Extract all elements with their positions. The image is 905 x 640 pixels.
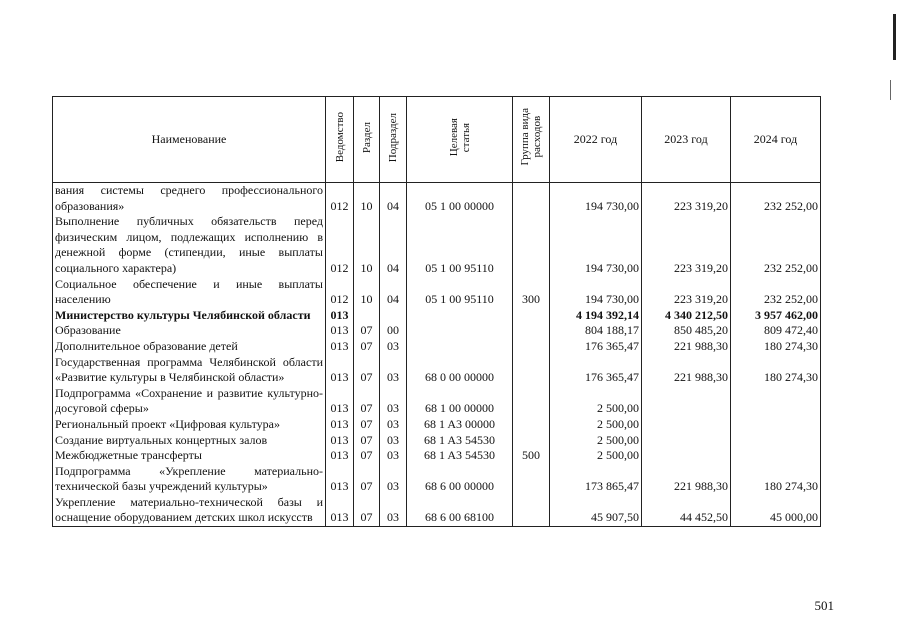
row-department: 013	[326, 433, 354, 449]
row-subsection	[380, 308, 407, 324]
row-target-article: 68 1 A3 54530	[407, 448, 513, 464]
row-value-2023: 850 485,20	[642, 323, 731, 339]
row-target-article	[407, 308, 513, 324]
row-section: 07	[354, 464, 380, 495]
row-section: 10	[354, 214, 380, 276]
header-section: Раздел	[354, 97, 380, 183]
row-subsection: 00	[380, 323, 407, 339]
row-target-article: 68 1 A3 00000	[407, 417, 513, 433]
header-subsection: Подраздел	[380, 97, 407, 183]
row-section: 07	[354, 433, 380, 449]
row-value-2022: 194 730,00	[550, 277, 642, 308]
row-value-2024	[731, 386, 821, 417]
row-target-article: 05 1 00 95110	[407, 277, 513, 308]
header-year-2023: 2023 год	[642, 97, 731, 183]
row-expense-group	[513, 214, 550, 276]
header-year-2024: 2024 год	[731, 97, 821, 183]
table-row	[53, 355, 821, 386]
row-expense-group	[513, 339, 550, 355]
page-number: 501	[814, 598, 834, 613]
row-section: 07	[354, 386, 380, 417]
row-name: Подпрограмма «Укрепление материально-технической базы учреждений культуры»	[53, 464, 326, 495]
table-row	[53, 464, 821, 495]
row-subsection: 04	[380, 183, 407, 215]
header-name: Наименование	[53, 97, 326, 183]
row-expense-group	[513, 323, 550, 339]
row-target-article: 05 1 00 00000	[407, 183, 513, 215]
row-target-article: 68 0 00 00000	[407, 355, 513, 386]
row-department: 013	[326, 386, 354, 417]
table-row	[53, 339, 821, 355]
row-value-2022: 804 188,17	[550, 323, 642, 339]
row-subsection: 03	[380, 386, 407, 417]
row-target-article: 68 6 00 68100	[407, 495, 513, 527]
row-value-2023	[642, 433, 731, 449]
scan-edge-mark	[893, 14, 896, 60]
table-row	[53, 448, 821, 464]
row-value-2023: 44 452,50	[642, 495, 731, 527]
header-target-article: Целевая статья	[407, 97, 513, 183]
table-row	[53, 183, 821, 215]
row-value-2022: 194 730,00	[550, 183, 642, 215]
row-section: 07	[354, 323, 380, 339]
row-value-2023	[642, 417, 731, 433]
row-subsection: 03	[380, 339, 407, 355]
row-value-2022: 2 500,00	[550, 417, 642, 433]
row-name: Подпрограмма «Сохранение и развитие культурно-досуговой сферы»	[53, 386, 326, 417]
row-name: Выполнение публичных обязательств перед физическим лицом, подлежащих исполнению в денежной форме (стипендии, иные выплаты социального характера)	[53, 214, 326, 276]
row-name: Укрепление материально-технической базы и оснащение оборудованием детских школ искусств	[53, 495, 326, 527]
row-value-2024: 180 274,30	[731, 339, 821, 355]
row-subsection: 03	[380, 495, 407, 527]
row-name: Социальное обеспечение и иные выплаты населению	[53, 277, 326, 308]
row-name: Межбюджетные трансферты	[53, 448, 326, 464]
row-value-2024: 232 252,00	[731, 183, 821, 215]
table-header-row	[53, 97, 821, 183]
row-value-2023: 221 988,30	[642, 355, 731, 386]
row-value-2024: 180 274,30	[731, 464, 821, 495]
row-expense-group	[513, 464, 550, 495]
row-expense-group: 500	[513, 448, 550, 464]
row-value-2023: 223 319,20	[642, 183, 731, 215]
row-subsection: 04	[380, 214, 407, 276]
row-value-2024: 45 000,00	[731, 495, 821, 527]
row-department: 013	[326, 448, 354, 464]
table-row	[53, 495, 821, 527]
row-value-2022: 176 365,47	[550, 339, 642, 355]
row-name: Министерство культуры Челябинской области	[53, 308, 326, 324]
row-expense-group	[513, 355, 550, 386]
row-department: 013	[326, 495, 354, 527]
row-value-2024: 232 252,00	[731, 214, 821, 276]
table-row	[53, 214, 821, 276]
header-department: Ведомство	[326, 97, 354, 183]
row-section: 07	[354, 355, 380, 386]
row-value-2024: 3 957 462,00	[731, 308, 821, 324]
row-subsection: 03	[380, 448, 407, 464]
row-name: Дополнительное образование детей	[53, 339, 326, 355]
row-section: 07	[354, 417, 380, 433]
row-value-2024	[731, 417, 821, 433]
row-subsection: 03	[380, 355, 407, 386]
row-name: Государственная программа Челябинской области «Развитие культуры в Челябинской области»	[53, 355, 326, 386]
header-expense-group: Группа вида расходов	[513, 97, 550, 183]
row-value-2023: 223 319,20	[642, 277, 731, 308]
row-expense-group	[513, 433, 550, 449]
row-section: 07	[354, 495, 380, 527]
row-value-2023: 4 340 212,50	[642, 308, 731, 324]
row-department: 012	[326, 277, 354, 308]
row-name: вания системы среднего профессионального образования»	[53, 183, 326, 215]
table-row	[53, 433, 821, 449]
table-row	[53, 308, 821, 324]
row-value-2022: 194 730,00	[550, 214, 642, 276]
row-name: Образование	[53, 323, 326, 339]
row-expense-group	[513, 495, 550, 527]
row-subsection: 04	[380, 277, 407, 308]
row-department: 013	[326, 464, 354, 495]
row-subsection: 03	[380, 464, 407, 495]
row-section: 07	[354, 339, 380, 355]
row-target-article: 05 1 00 95110	[407, 214, 513, 276]
row-value-2023: 221 988,30	[642, 464, 731, 495]
row-value-2024	[731, 448, 821, 464]
row-expense-group: 300	[513, 277, 550, 308]
row-target-article: 68 1 A3 54530	[407, 433, 513, 449]
row-value-2024: 180 274,30	[731, 355, 821, 386]
row-value-2023: 221 988,30	[642, 339, 731, 355]
row-expense-group	[513, 386, 550, 417]
row-department: 012	[326, 214, 354, 276]
scan-edge-mark	[890, 80, 891, 100]
row-section: 10	[354, 277, 380, 308]
row-department: 012	[326, 183, 354, 215]
row-section: 07	[354, 448, 380, 464]
row-department: 013	[326, 355, 354, 386]
row-value-2022: 2 500,00	[550, 433, 642, 449]
header-year-2022: 2022 год	[550, 97, 642, 183]
row-department: 013	[326, 339, 354, 355]
row-target-article: 68 1 00 00000	[407, 386, 513, 417]
row-expense-group	[513, 417, 550, 433]
row-expense-group	[513, 308, 550, 324]
row-name: Создание виртуальных концертных залов	[53, 433, 326, 449]
table-row	[53, 277, 821, 308]
row-value-2024: 809 472,40	[731, 323, 821, 339]
row-value-2022: 45 907,50	[550, 495, 642, 527]
row-target-article: 68 6 00 00000	[407, 464, 513, 495]
row-name: Региональный проект «Цифровая культура»	[53, 417, 326, 433]
row-subsection: 03	[380, 417, 407, 433]
row-department: 013	[326, 323, 354, 339]
table-row	[53, 386, 821, 417]
row-target-article	[407, 339, 513, 355]
row-value-2022: 4 194 392,14	[550, 308, 642, 324]
row-value-2022: 2 500,00	[550, 386, 642, 417]
row-expense-group	[513, 183, 550, 215]
row-department: 013	[326, 308, 354, 324]
row-value-2024: 232 252,00	[731, 277, 821, 308]
row-department: 013	[326, 417, 354, 433]
row-value-2022: 2 500,00	[550, 448, 642, 464]
budget-table	[52, 96, 821, 527]
row-section: 10	[354, 183, 380, 215]
row-value-2023: 223 319,20	[642, 214, 731, 276]
row-subsection: 03	[380, 433, 407, 449]
row-value-2024	[731, 433, 821, 449]
row-target-article	[407, 323, 513, 339]
row-value-2023	[642, 386, 731, 417]
table-row	[53, 323, 821, 339]
row-value-2022: 176 365,47	[550, 355, 642, 386]
row-value-2022: 173 865,47	[550, 464, 642, 495]
table-row	[53, 417, 821, 433]
row-value-2023	[642, 448, 731, 464]
row-section	[354, 308, 380, 324]
